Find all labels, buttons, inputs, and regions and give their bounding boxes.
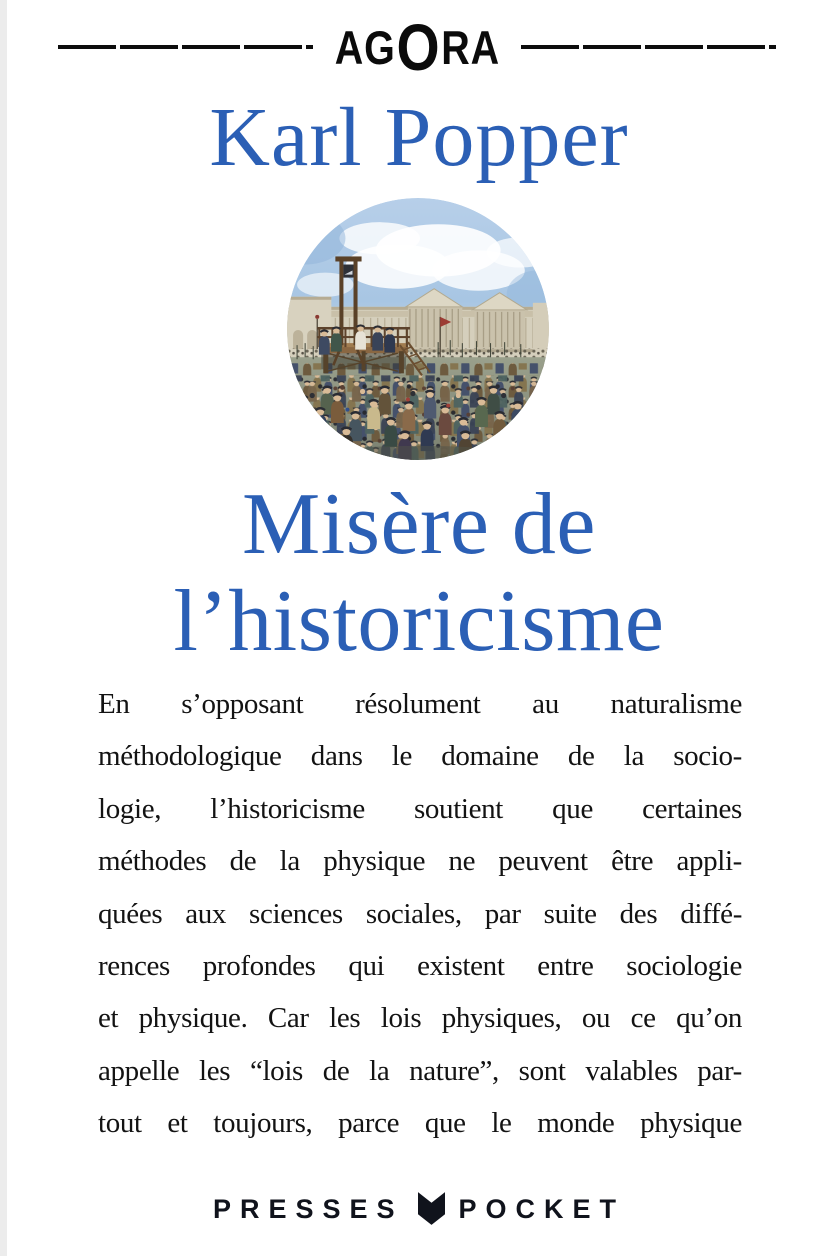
- publisher-name-left: PRESSES: [212, 1193, 404, 1224]
- collection-name-left: AG: [334, 20, 396, 74]
- collection-banner: [58, 9, 776, 84]
- synopsis-line: rences profondes qui existent entre sociologie: [98, 949, 742, 982]
- synopsis-line: et physique. Car les lois physiques, ou ce qu’on: [98, 1002, 742, 1035]
- collection-name-right: RA: [440, 20, 500, 74]
- book-title: [0, 476, 838, 670]
- pocket-shield-icon: [418, 1192, 445, 1225]
- cover-illustration: [287, 198, 549, 460]
- synopsis-line: tout et toujours, parce que le monde physique: [98, 1107, 742, 1140]
- synopsis-line: logie, l’historicisme soutient que certaines: [98, 792, 742, 825]
- publisher-name-right: POCKET: [458, 1193, 626, 1224]
- synopsis-line: méthodes de la physique ne peuvent être appli-: [98, 845, 742, 878]
- synopsis-line: méthodologique dans le domaine de la socio-: [98, 740, 742, 773]
- back-cover-synopsis: [98, 678, 742, 1150]
- author-name: Karl Popper: [209, 91, 629, 184]
- collection-name: [334, 9, 500, 84]
- banner-rule-right: [521, 45, 776, 49]
- synopsis-line: En s’opposant résolument au naturalisme: [98, 688, 742, 720]
- guillotine-scene-icon: [287, 198, 549, 460]
- publisher-logotype: [0, 1186, 838, 1230]
- synopsis-line: quées aux sciences sociales, par suite des diffé-: [98, 897, 742, 930]
- synopsis-line: appelle les “lois de la nature”, sont valables par-: [98, 1054, 742, 1087]
- banner-rule-left: [58, 45, 313, 49]
- ground-shadow: [292, 446, 544, 460]
- collection-name-bigO: O: [396, 9, 441, 84]
- book-title-line1: Misère de: [242, 476, 596, 573]
- book-title-line2: l’historicisme: [173, 573, 665, 670]
